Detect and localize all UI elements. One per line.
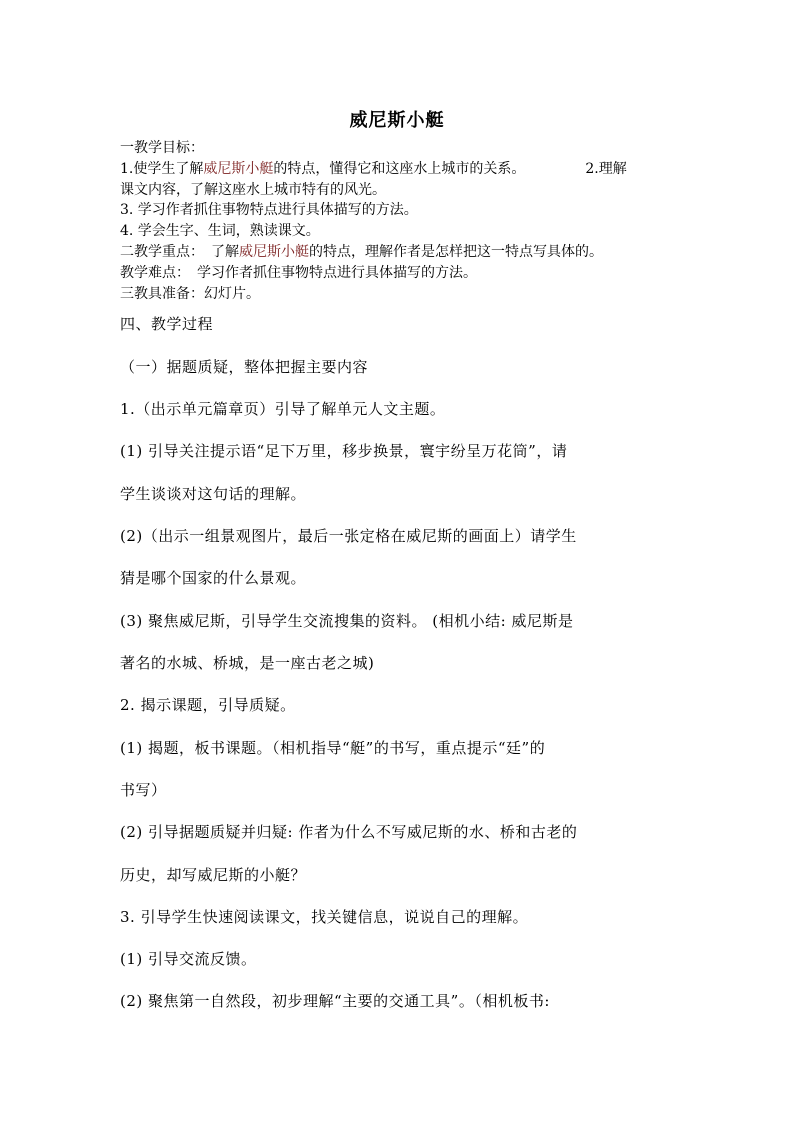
objective-4: 4. 学会生字、生词，熟读课文。 bbox=[120, 223, 320, 240]
tools: 三教具准备：幻灯片。 bbox=[120, 285, 260, 302]
step-2-2b: 历史，却写威尼斯的小艇？ bbox=[120, 866, 307, 884]
step-3-1: (1) 引导交流反馈。 bbox=[120, 950, 257, 968]
step-1-1a: (1) 引导关注提示语“足下万里，移步换景，寰宇纷呈万花筒”，请 bbox=[120, 442, 568, 460]
key-point-prefix: 二教学重点： 了解 bbox=[120, 243, 239, 260]
objective-2-cont: 课文内容，了解这座水上城市特有的风光。 bbox=[120, 181, 386, 198]
step-1-2a: (2)（出示一组景观图片，最后一张定格在威尼斯的画面上）请学生 bbox=[120, 527, 577, 545]
section-1: （一）据题质疑，整体把握主要内容 bbox=[120, 358, 369, 376]
process-heading: 四、教学过程 bbox=[120, 315, 214, 333]
page-title: 威尼斯小艇 bbox=[349, 110, 445, 131]
objective-3: 3. 学习作者抓住事物特点进行具体描写的方法。 bbox=[120, 202, 418, 219]
objective-1-suffix: 的特点，懂得它和这座水上城市的关系。 bbox=[273, 160, 526, 177]
step-2-1b: 书写） bbox=[120, 781, 167, 799]
objective-2-start: 2.理解 bbox=[585, 160, 627, 177]
step-1-3a: (3) 聚焦威尼斯，引导学生交流搜集的资料。 (相机小结: 威尼斯是 bbox=[120, 612, 574, 630]
objective-1 bbox=[120, 159, 680, 180]
key-point bbox=[120, 242, 680, 263]
objective-1-highlight: 威尼斯小艇 bbox=[203, 160, 274, 177]
step-1-3b: 著名的水城、桥城，是一座古老之城) bbox=[120, 654, 375, 672]
key-point-suffix: 的特点，理解作者是怎样把这一特点写具体的。 bbox=[309, 243, 603, 260]
step-2-2a: (2) 引导据题质疑并归疑: 作者为什么不写威尼斯的水、桥和古老的 bbox=[120, 823, 578, 841]
step-3-2: (2) 聚焦第一自然段，初步理解“主要的交通工具”。（相机板书: bbox=[120, 992, 550, 1010]
step-3: 3. 引导学生快速阅读课文，找关键信息，说说自己的理解。 bbox=[120, 908, 529, 926]
step-2-1a: (1) 揭题，板书课题。（相机指导“艇”的书写，重点提示“廷”的 bbox=[120, 739, 546, 757]
step-1: 1.（出示单元篇章页）引导了解单元人文主题。 bbox=[120, 400, 446, 418]
step-2: 2. 揭示课题，引导质疑。 bbox=[120, 696, 296, 714]
key-point-highlight: 威尼斯小艇 bbox=[239, 243, 309, 260]
objective-1-prefix: 1.使学生了解 bbox=[120, 160, 204, 177]
step-1-1b: 学生谈谈对这句话的理解。 bbox=[120, 485, 307, 503]
step-1-2b: 猜是哪个国家的什么景观。 bbox=[120, 569, 307, 587]
objectives-block bbox=[120, 138, 680, 304]
difficulty: 教学难点： 学习作者抓住事物特点进行具体描写的方法。 bbox=[120, 264, 477, 281]
objectives-heading: 一教学目标： bbox=[120, 140, 204, 156]
